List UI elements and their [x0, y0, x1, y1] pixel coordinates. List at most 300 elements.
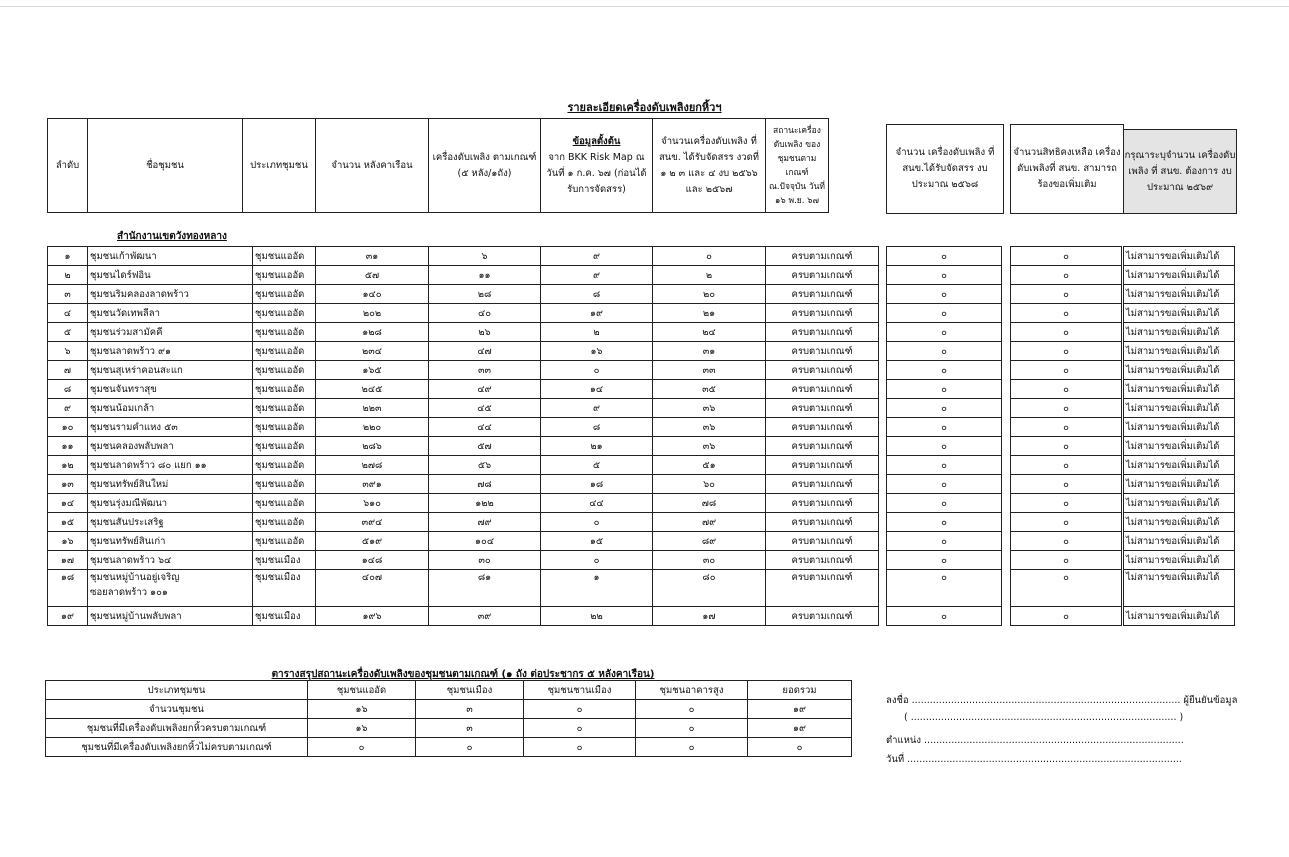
table-row [1124, 380, 1235, 399]
table-row [1124, 437, 1235, 456]
summary-row [46, 738, 852, 757]
cell-budget-68: ๐ [887, 304, 1002, 323]
table-row [1011, 380, 1122, 399]
cell-budget-68: ๐ [887, 475, 1002, 494]
document-title: รายละเอียดเครื่องดับเพลิงยกหิ้วฯ [567, 101, 722, 114]
cell-type: ชุมชนแออัด [253, 494, 316, 513]
cell-type: ชุมชนแออัด [253, 266, 316, 285]
table-row [887, 285, 1002, 304]
cell-houses: ๖๑๐ [316, 494, 429, 513]
cell-criteria: ๑๒๒ [429, 494, 541, 513]
cell-no: ๑๙ [48, 607, 88, 626]
cell-houses: ๒๐๒ [316, 304, 429, 323]
cell-status: ครบตามเกณฑ์ [766, 323, 879, 342]
header-criteria: เครื่องดับเพลิง ตามเกณฑ์ (๕ หลัง/๑ถัง) [429, 119, 541, 213]
cell-name: ชุมชนเก้าพัฒนา [88, 247, 253, 266]
cell-status: ครบตามเกณฑ์ [766, 418, 879, 437]
cell-request: ไม่สามารขอเพิ่มเติมได้ [1124, 342, 1235, 361]
summary-table [45, 680, 852, 757]
cell-type: ชุมชนเมือง [253, 607, 316, 626]
summary-cell: ๐ [748, 738, 852, 757]
cell-status: ครบตามเกณฑ์ [766, 513, 879, 532]
cell-houses: ๒๔๕ [316, 380, 429, 399]
cell-status: ครบตามเกณฑ์ [766, 361, 879, 380]
table-row [48, 437, 879, 456]
cell-criteria: ๑๐๔ [429, 532, 541, 551]
cell-no: ๙ [48, 399, 88, 418]
cell-remaining: ๐ [1011, 494, 1122, 513]
summary-cell: ๐ [416, 738, 524, 757]
table-row [48, 380, 879, 399]
cell-houses: ๒๒๓ [316, 399, 429, 418]
cell-base: ๘ [541, 285, 653, 304]
table-row [1011, 456, 1122, 475]
cell-criteria: ๒๖ [429, 323, 541, 342]
table-row [48, 266, 879, 285]
cell-request: ไม่สามารขอเพิ่มเติมได้ [1124, 475, 1235, 494]
cell-name: ชุมชนรุ่งมณีพัฒนา [88, 494, 253, 513]
table-row [887, 342, 1002, 361]
cell-name: ชุมชนจันทราสุข [88, 380, 253, 399]
table-row [887, 494, 1002, 513]
cell-houses: ๑๖๕ [316, 361, 429, 380]
budget-68-column [886, 246, 1002, 626]
cell-remaining: ๐ [1011, 247, 1122, 266]
table-row [48, 361, 879, 380]
summary-row-label: จำนวนชุมชน [46, 700, 308, 719]
cell-name: ชุมชนสันประเสริฐ [88, 513, 253, 532]
cell-criteria: ๔๗ [429, 342, 541, 361]
table-row [887, 570, 1002, 607]
cell-name: ชุมชนหมู่บ้านพลับพลา [88, 607, 253, 626]
table-row [1011, 323, 1122, 342]
table-row [1124, 285, 1235, 304]
cell-no: ๗ [48, 361, 88, 380]
cell-no: ๑๐ [48, 418, 88, 437]
table-row [1124, 361, 1235, 380]
cell-name [88, 570, 253, 607]
summary-cell: ๐ [636, 719, 748, 738]
cell-allocated: ๒๐ [653, 285, 766, 304]
cell-name: ชุมชนวัดเทพลีลา [88, 304, 253, 323]
header-base-title: ข้อมูลตั้งต้น [572, 135, 621, 147]
cell-remaining: ๐ [1011, 607, 1122, 626]
cell-status: ครบตามเกณฑ์ [766, 475, 879, 494]
table-row [1124, 247, 1235, 266]
cell-budget-68: ๐ [887, 607, 1002, 626]
cell-name: ชุมชนลาดพร้าว ๖๔ [88, 551, 253, 570]
cell-budget-68: ๐ [887, 456, 1002, 475]
cell-status: ครบตามเกณฑ์ [766, 342, 879, 361]
summary-cell: ๐ [524, 700, 636, 719]
cell-allocated: ๒ [653, 266, 766, 285]
cell-budget-68: ๐ [887, 247, 1002, 266]
table-row [1124, 570, 1235, 607]
table-row [887, 456, 1002, 475]
cell-status: ครบตามเกณฑ์ [766, 304, 879, 323]
cell-allocated: ๑๗ [653, 607, 766, 626]
cell-remaining: ๐ [1011, 285, 1122, 304]
table-row [887, 551, 1002, 570]
cell-criteria: ๗๙ [429, 513, 541, 532]
cell-type: ชุมชนแออัด [253, 418, 316, 437]
table-row [1011, 494, 1122, 513]
cell-criteria: ๔๙ [429, 380, 541, 399]
summary-cell: ๐ [636, 738, 748, 757]
cell-allocated: ๓๕ [653, 380, 766, 399]
cell-status: ครบตามเกณฑ์ [766, 437, 879, 456]
table-row [1124, 607, 1235, 626]
cell-type: ชุมชนเมือง [253, 570, 316, 607]
summary-row [46, 700, 852, 719]
cell-budget-68: ๐ [887, 285, 1002, 304]
header-base-rest: จาก BKK Risk Map ณ วันที่ ๑ ก.ค. ๖๗ (ก่อนได้รับการจัดสรร) [546, 151, 647, 195]
cell-remaining: ๐ [1011, 418, 1122, 437]
summary-cell: ๑๖ [308, 719, 416, 738]
table-row [887, 380, 1002, 399]
cell-houses: ๒๓๔ [316, 342, 429, 361]
table-row [1011, 532, 1122, 551]
position-line: ตำแหน่ง ...................................................................................... [886, 735, 1184, 746]
table-row [48, 399, 879, 418]
cell-request: ไม่สามารขอเพิ่มเติมได้ [1124, 456, 1235, 475]
cell-type: ชุมชนแออัด [253, 437, 316, 456]
cell-criteria: ๓๐ [429, 551, 541, 570]
table-row [1011, 513, 1122, 532]
summary-cell: ๑๙ [748, 700, 852, 719]
cell-remaining: ๐ [1011, 266, 1122, 285]
table-row [887, 304, 1002, 323]
table-row [48, 607, 879, 626]
table-row [1124, 342, 1235, 361]
cell-criteria: ๗๘ [429, 475, 541, 494]
table-row [1124, 266, 1235, 285]
cell-base: ๑๕ [541, 532, 653, 551]
cell-type: ชุมชนแออัด [253, 323, 316, 342]
cell-base: ๔๔ [541, 494, 653, 513]
cell-remaining: ๐ [1011, 323, 1122, 342]
cell-remaining: ๐ [1011, 475, 1122, 494]
cell-type: ชุมชนแออัด [253, 456, 316, 475]
cell-budget-68: ๐ [887, 266, 1002, 285]
cell-request: ไม่สามารขอเพิ่มเติมได้ [1124, 304, 1235, 323]
cell-budget-68: ๐ [887, 437, 1002, 456]
cell-base: ๐ [541, 361, 653, 380]
summary-cell: ๓ [416, 719, 524, 738]
request-column [1123, 246, 1235, 626]
cell-no: ๘ [48, 380, 88, 399]
cell-status: ครบตามเกณฑ์ [766, 607, 879, 626]
cell-houses: ๓๙๑ [316, 475, 429, 494]
cell-remaining: ๐ [1011, 551, 1122, 570]
table-row [1011, 437, 1122, 456]
cell-request: ไม่สามารขอเพิ่มเติมได้ [1124, 380, 1235, 399]
table-row [48, 551, 879, 570]
table-row [887, 323, 1002, 342]
cell-request: ไม่สามารขอเพิ่มเติมได้ [1124, 247, 1235, 266]
summary-cell: ๑๙ [748, 719, 852, 738]
cell-request: ไม่สามารขอเพิ่มเติมได้ [1124, 570, 1235, 607]
cell-request: ไม่สามารขอเพิ่มเติมได้ [1124, 551, 1235, 570]
cell-no: ๑ [48, 247, 88, 266]
table-row [1124, 399, 1235, 418]
header-remaining: จำนวนสิทธิคงเหลือ เครื่องดับเพลิงที่ สนข. สามารถร้องขอเพิ่มเติม [1010, 124, 1124, 214]
cell-allocated: ๒๑ [653, 304, 766, 323]
cell-name: ชุมชนทรัพย์สินใหม่ [88, 475, 253, 494]
cell-name: ชุมชนทรัพย์สินเก่า [88, 532, 253, 551]
table-row [48, 304, 879, 323]
summary-row [46, 719, 852, 738]
cell-criteria: ๑๑ [429, 266, 541, 285]
cell-base: ๑ [541, 570, 653, 607]
cell-status: ครบตามเกณฑ์ [766, 551, 879, 570]
header-type: ประเภทชุมชน [243, 119, 316, 213]
cell-type: ชุมชนแออัด [253, 380, 316, 399]
table-row [48, 456, 879, 475]
cell-base: ๐ [541, 513, 653, 532]
cell-allocated: ๘๙ [653, 532, 766, 551]
cell-base: ๒๒ [541, 607, 653, 626]
table-row [1011, 607, 1122, 626]
header-status: สถานะเครื่องดับเพลิง ของชุมชนตามเกณฑ์ ณ.ปัจจุบัน วันที่ ๑๖ พ.ย. ๖๗ [766, 119, 829, 213]
cell-no: ๑๒ [48, 456, 88, 475]
cell-request: ไม่สามารขอเพิ่มเติมได้ [1124, 323, 1235, 342]
cell-remaining: ๐ [1011, 399, 1122, 418]
table-row [1011, 551, 1122, 570]
cell-allocated: ๓๖ [653, 418, 766, 437]
cell-request: ไม่สามารขอเพิ่มเติมได้ [1124, 532, 1235, 551]
table-row [48, 285, 879, 304]
cell-budget-68: ๐ [887, 418, 1002, 437]
cell-remaining: ๐ [1011, 304, 1122, 323]
cell-base: ๑๘ [541, 475, 653, 494]
section-district-title: สำนักงานเขตวังทองหลาง [117, 231, 227, 242]
signature-name-line: ( ........................................................................................ ) [904, 712, 1184, 723]
header-allocated: จำนวนเครื่องดับเพลิง ที่ สนข. ได้รับจัดสรร งวดที่ ๑ ๒ ๓ และ ๔ งบ ๒๕๖๖ และ ๒๕๖๗ [653, 119, 766, 213]
summary-cell: ๐ [524, 738, 636, 757]
cell-houses: ๔๐๗ [316, 570, 429, 607]
cell-houses: ๑๙๖ [316, 607, 429, 626]
signature-line: ลงชื่อ ......................................................................................... ผู้ยืนยันข้อมูล [886, 695, 1238, 706]
table-row [48, 342, 879, 361]
cell-criteria: ๘๑ [429, 570, 541, 607]
cell-criteria: ๓๙ [429, 607, 541, 626]
cell-no: ๑๕ [48, 513, 88, 532]
table-row [887, 532, 1002, 551]
cell-type: ชุมชนแออัด [253, 475, 316, 494]
cell-budget-68: ๐ [887, 532, 1002, 551]
cell-no: ๕ [48, 323, 88, 342]
table-row [1011, 475, 1122, 494]
cell-base: ๙ [541, 247, 653, 266]
cell-type: ชุมชนเมือง [253, 551, 316, 570]
cell-houses: ๒๘๖ [316, 437, 429, 456]
summary-cell: ๐ [524, 719, 636, 738]
remaining-column [1010, 246, 1122, 626]
summary-row-label: ชุมชนที่มีเครื่องดับเพลิงยกหิ้วครบตามเกณฑ์ [46, 719, 308, 738]
cell-allocated: ๓๐ [653, 551, 766, 570]
cell-criteria: ๔๕ [429, 399, 541, 418]
cell-status: ครบตามเกณฑ์ [766, 380, 879, 399]
cell-base: ๕ [541, 456, 653, 475]
summary-header-cell: ยอดรวม [748, 681, 852, 700]
header-houses: จำนวน หลังคาเรือน [316, 119, 429, 213]
cell-name: ชุมชนลาดพร้าว ๙๑ [88, 342, 253, 361]
cell-remaining: ๐ [1011, 570, 1122, 607]
summary-cell: ๐ [308, 738, 416, 757]
table-row [1011, 266, 1122, 285]
cell-allocated: ๓๑ [653, 342, 766, 361]
cell-remaining: ๐ [1011, 380, 1122, 399]
cell-no: ๑๑ [48, 437, 88, 456]
summary-header-cell: ชุมชนชานเมือง [524, 681, 636, 700]
cell-houses: ๑๔๐ [316, 285, 429, 304]
table-row [887, 266, 1002, 285]
table-row [887, 399, 1002, 418]
cell-remaining: ๐ [1011, 532, 1122, 551]
cell-allocated: ๓๓ [653, 361, 766, 380]
header-request-69: กรุณาระบุจำนวน เครื่องดับเพลิง ที่ สนข. ต้องการ งบประมาณ ๒๕๖๙ [1123, 129, 1237, 214]
cell-name: ชุมชนรามคำแหง ๕๓ [88, 418, 253, 437]
cell-houses: ๕๑๙ [316, 532, 429, 551]
table-row [1011, 399, 1122, 418]
summary-row-label: ชุมชนที่มีเครื่องดับเพลิงยกหิ้วไม่ครบตามเกณฑ์ [46, 738, 308, 757]
table-row [1124, 532, 1235, 551]
cell-base: ๑๖ [541, 342, 653, 361]
cell-request: ไม่สามารขอเพิ่มเติมได้ [1124, 266, 1235, 285]
cell-status: ครบตามเกณฑ์ [766, 285, 879, 304]
cell-name: ชุมชนน้อมเกล้า [88, 399, 253, 418]
cell-budget-68: ๐ [887, 570, 1002, 607]
table-row [48, 570, 879, 607]
cell-name-line2: ซอยลาดพร้าว ๑๐๑ [90, 587, 168, 598]
cell-no: ๖ [48, 342, 88, 361]
cell-budget-68: ๐ [887, 323, 1002, 342]
summary-header-cell: ชุมชนเมือง [416, 681, 524, 700]
summary-title: ตารางสรุปสถานะเครื่องดับเพลิงของชุมชนตามเกณฑ์ (๑ ถัง ต่อประชากร ๕ หลังคาเรือน) [271, 669, 655, 680]
cell-type: ชุมชนแออัด [253, 361, 316, 380]
header-name: ชื่อชุมชน [88, 119, 243, 213]
cell-base: ๘ [541, 418, 653, 437]
cell-request: ไม่สามารขอเพิ่มเติมได้ [1124, 607, 1235, 626]
cell-status: ครบตามเกณฑ์ [766, 456, 879, 475]
summary-cell: ๓ [416, 700, 524, 719]
table-row [1124, 551, 1235, 570]
cell-houses: ๒๗๘ [316, 456, 429, 475]
cell-type: ชุมชนแออัด [253, 342, 316, 361]
table-row [887, 475, 1002, 494]
table-row [48, 494, 879, 513]
table-row [1011, 247, 1122, 266]
table-row [48, 247, 879, 266]
cell-name-line1: ชุมชนหมู่บ้านอยู่เจริญ [90, 572, 180, 583]
table-row [1124, 494, 1235, 513]
cell-allocated: ๘๐ [653, 570, 766, 607]
page-top-border [0, 6, 1289, 7]
cell-base: ๙ [541, 266, 653, 285]
cell-request: ไม่สามารขอเพิ่มเติมได้ [1124, 399, 1235, 418]
cell-base: ๒๑ [541, 437, 653, 456]
cell-no: ๑๘ [48, 570, 88, 607]
table-row [48, 513, 879, 532]
cell-criteria: ๔๔ [429, 418, 541, 437]
cell-no: ๑๗ [48, 551, 88, 570]
cell-criteria: ๒๘ [429, 285, 541, 304]
cell-name: ชุมชนคลองพลับพลา [88, 437, 253, 456]
cell-allocated: ๗๙ [653, 513, 766, 532]
cell-criteria: ๕๖ [429, 456, 541, 475]
summary-header-row [46, 681, 852, 700]
cell-allocated: ๓๖ [653, 437, 766, 456]
cell-base: ๒ [541, 323, 653, 342]
cell-status: ครบตามเกณฑ์ [766, 399, 879, 418]
cell-budget-68: ๐ [887, 494, 1002, 513]
table-row [1124, 323, 1235, 342]
table-row [887, 513, 1002, 532]
cell-no: ๔ [48, 304, 88, 323]
cell-criteria: ๕๗ [429, 437, 541, 456]
table-row [48, 418, 879, 437]
cell-budget-68: ๐ [887, 380, 1002, 399]
cell-no: ๑๔ [48, 494, 88, 513]
cell-houses: ๑๔๘ [316, 551, 429, 570]
cell-remaining: ๐ [1011, 361, 1122, 380]
cell-no: ๑๖ [48, 532, 88, 551]
cell-remaining: ๐ [1011, 342, 1122, 361]
cell-type: ชุมชนแออัด [253, 285, 316, 304]
cell-status: ครบตามเกณฑ์ [766, 532, 879, 551]
cell-budget-68: ๐ [887, 513, 1002, 532]
cell-houses: ๒๒๐ [316, 418, 429, 437]
cell-type: ชุมชนแออัด [253, 304, 316, 323]
header-base [541, 119, 653, 213]
cell-allocated: ๗๘ [653, 494, 766, 513]
cell-status: ครบตามเกณฑ์ [766, 247, 879, 266]
cell-allocated: ๕๑ [653, 456, 766, 475]
header-no: ลำดับ [48, 119, 88, 213]
cell-request: ไม่สามารขอเพิ่มเติมได้ [1124, 513, 1235, 532]
cell-name: ชุมชนร่วมสามัคคี [88, 323, 253, 342]
cell-houses: ๓๙๔ [316, 513, 429, 532]
table-row [1011, 570, 1122, 607]
cell-no: ๑๓ [48, 475, 88, 494]
table-row [887, 437, 1002, 456]
cell-budget-68: ๐ [887, 399, 1002, 418]
cell-remaining: ๐ [1011, 437, 1122, 456]
cell-type: ชุมชนแออัด [253, 513, 316, 532]
table-row [1011, 418, 1122, 437]
table-row [1011, 304, 1122, 323]
cell-base: ๑๙ [541, 304, 653, 323]
cell-criteria: ๔๐ [429, 304, 541, 323]
cell-request: ไม่สามารขอเพิ่มเติมได้ [1124, 437, 1235, 456]
cell-allocated: ๐ [653, 247, 766, 266]
cell-no: ๓ [48, 285, 88, 304]
table-row [1124, 304, 1235, 323]
summary-cell: ๑๖ [308, 700, 416, 719]
cell-criteria: ๖ [429, 247, 541, 266]
header-table [47, 118, 829, 213]
cell-base: ๐ [541, 551, 653, 570]
cell-remaining: ๐ [1011, 456, 1122, 475]
cell-type: ชุมชนแออัด [253, 399, 316, 418]
cell-status: ครบตามเกณฑ์ [766, 570, 879, 607]
cell-name: ชุมชนสุเหร่าคอนสะแก [88, 361, 253, 380]
table-row [1011, 285, 1122, 304]
cell-budget-68: ๐ [887, 342, 1002, 361]
summary-header-cell: ชุมชนอาคารสูง [636, 681, 748, 700]
cell-base: ๑๔ [541, 380, 653, 399]
